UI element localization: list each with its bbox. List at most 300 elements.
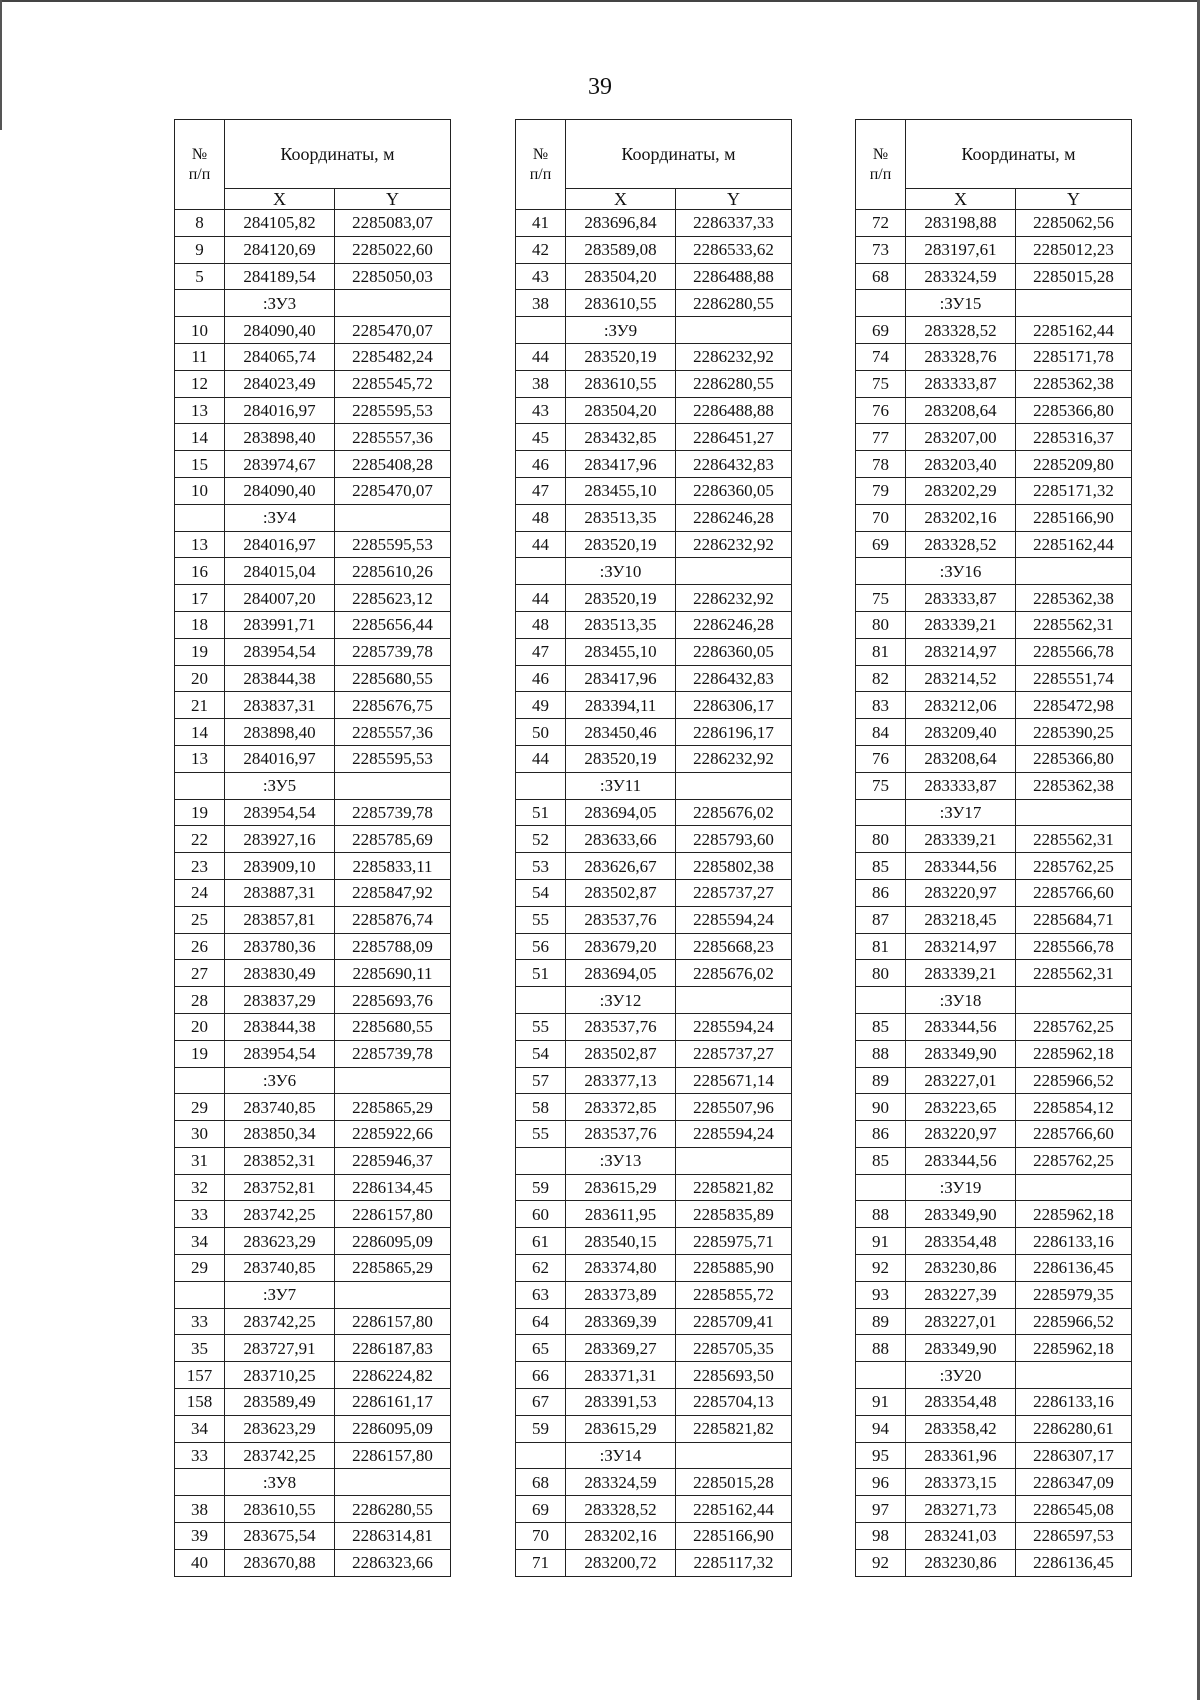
y-coordinate-cell: 2285739,78 xyxy=(335,799,451,826)
y-coordinate-cell: 2285676,02 xyxy=(676,960,792,987)
y-coordinate-cell: 2285766,60 xyxy=(1016,1121,1132,1148)
y-coordinate-cell: 2286157,80 xyxy=(335,1442,451,1469)
header-num-label: № xyxy=(532,145,549,163)
y-coordinate-cell: 2285821,82 xyxy=(676,1174,792,1201)
point-number-cell: 65 xyxy=(516,1335,566,1362)
x-coordinate-cell: 284105,82 xyxy=(225,210,335,237)
x-coordinate-cell: 283339,21 xyxy=(906,611,1016,638)
x-coordinate-cell: 283927,16 xyxy=(225,826,335,853)
header-x: X xyxy=(225,189,335,210)
y-coordinate-cell xyxy=(676,317,792,344)
point-number-cell: 61 xyxy=(516,1228,566,1255)
table-row xyxy=(856,987,1132,1014)
x-coordinate-cell: 283394,11 xyxy=(566,692,676,719)
table-row xyxy=(175,1389,451,1416)
point-number-cell: 63 xyxy=(516,1281,566,1308)
y-coordinate-cell: 2285545,72 xyxy=(335,370,451,397)
header-num xyxy=(175,120,225,210)
point-number-cell: 74 xyxy=(856,343,906,370)
y-coordinate-cell: 2285566,78 xyxy=(1016,638,1132,665)
point-number-cell: 49 xyxy=(516,692,566,719)
y-coordinate-cell: 2286488,88 xyxy=(676,263,792,290)
y-coordinate-cell: 2286360,05 xyxy=(676,477,792,504)
y-coordinate-cell: 2285704,13 xyxy=(676,1389,792,1416)
table-row xyxy=(175,1255,451,1282)
table-row xyxy=(856,531,1132,558)
y-coordinate-cell: 2285885,90 xyxy=(676,1255,792,1282)
header-num xyxy=(516,120,566,210)
table-row xyxy=(856,826,1132,853)
point-number-cell: 56 xyxy=(516,933,566,960)
scan-edge-top xyxy=(0,0,1200,2)
y-coordinate-cell xyxy=(335,504,451,531)
table-row xyxy=(175,317,451,344)
x-coordinate-cell: 283740,85 xyxy=(225,1094,335,1121)
table-row xyxy=(175,1523,451,1550)
x-coordinate-cell: 283504,20 xyxy=(566,263,676,290)
y-coordinate-cell: 2285566,78 xyxy=(1016,933,1132,960)
y-coordinate-cell: 2285507,96 xyxy=(676,1094,792,1121)
y-coordinate-cell: 2285676,75 xyxy=(335,692,451,719)
table-row xyxy=(856,1442,1132,1469)
y-coordinate-cell: 2285762,25 xyxy=(1016,1147,1132,1174)
point-number-cell: 96 xyxy=(856,1469,906,1496)
x-coordinate-cell: 283455,10 xyxy=(566,477,676,504)
x-coordinate-cell: 283974,67 xyxy=(225,451,335,478)
point-number-cell xyxy=(856,987,906,1014)
table-row xyxy=(175,933,451,960)
x-coordinate-cell: 283830,49 xyxy=(225,960,335,987)
table-row xyxy=(516,210,792,237)
point-number-cell: 69 xyxy=(856,317,906,344)
table-row xyxy=(516,1094,792,1121)
point-number-cell: 85 xyxy=(856,1013,906,1040)
point-number-cell: 13 xyxy=(175,531,225,558)
y-coordinate-cell: 2285472,98 xyxy=(1016,692,1132,719)
x-coordinate-cell: 283227,39 xyxy=(906,1281,1016,1308)
x-coordinate-cell: 283354,48 xyxy=(906,1228,1016,1255)
table-row xyxy=(175,692,451,719)
y-coordinate-cell: 2285975,71 xyxy=(676,1228,792,1255)
point-number-cell: 59 xyxy=(516,1174,566,1201)
header-num-label: п/п xyxy=(529,165,552,183)
table-row xyxy=(516,772,792,799)
table-row xyxy=(175,772,451,799)
y-coordinate-cell: 2285962,18 xyxy=(1016,1201,1132,1228)
x-coordinate-cell: 283333,87 xyxy=(906,585,1016,612)
y-coordinate-cell xyxy=(1016,290,1132,317)
y-coordinate-cell: 2286232,92 xyxy=(676,745,792,772)
x-coordinate-cell: 283837,29 xyxy=(225,987,335,1014)
x-coordinate-cell: 283328,52 xyxy=(566,1496,676,1523)
y-coordinate-cell: 2285594,24 xyxy=(676,1013,792,1040)
y-coordinate-cell: 2285551,74 xyxy=(1016,665,1132,692)
table-row xyxy=(856,1255,1132,1282)
point-number-cell: 44 xyxy=(516,343,566,370)
table-row xyxy=(516,1228,792,1255)
point-number-cell: 29 xyxy=(175,1255,225,1282)
y-coordinate-cell: 2285690,11 xyxy=(335,960,451,987)
x-coordinate-cell: 283198,88 xyxy=(906,210,1016,237)
y-coordinate-cell: 2285739,78 xyxy=(335,1040,451,1067)
point-number-cell: 62 xyxy=(516,1255,566,1282)
table-row xyxy=(516,397,792,424)
y-coordinate-cell: 2285821,82 xyxy=(676,1415,792,1442)
table-row xyxy=(175,745,451,772)
point-number-cell: 69 xyxy=(856,531,906,558)
table-row xyxy=(516,585,792,612)
table-row xyxy=(175,1362,451,1389)
point-number-cell xyxy=(856,558,906,585)
table-row xyxy=(856,451,1132,478)
point-number-cell: 11 xyxy=(175,343,225,370)
scan-edge-left xyxy=(0,0,2,130)
x-coordinate-cell: :ЗУ7 xyxy=(225,1281,335,1308)
point-number-cell: 10 xyxy=(175,317,225,344)
header-num-label: № xyxy=(191,145,208,163)
y-coordinate-cell: 2286136,45 xyxy=(1016,1255,1132,1282)
x-coordinate-cell: 283202,16 xyxy=(566,1523,676,1550)
x-coordinate-cell: 283520,19 xyxy=(566,531,676,558)
x-coordinate-cell: :ЗУ18 xyxy=(906,987,1016,1014)
y-coordinate-cell xyxy=(676,558,792,585)
x-coordinate-cell: 283373,15 xyxy=(906,1469,1016,1496)
table-row xyxy=(856,1496,1132,1523)
table-row xyxy=(175,719,451,746)
x-coordinate-cell: 283615,29 xyxy=(566,1415,676,1442)
x-coordinate-cell: :ЗУ13 xyxy=(566,1147,676,1174)
x-coordinate-cell: 283610,55 xyxy=(566,290,676,317)
point-number-cell: 33 xyxy=(175,1442,225,1469)
table-row xyxy=(856,1228,1132,1255)
x-coordinate-cell: 283203,40 xyxy=(906,451,1016,478)
table-row xyxy=(856,772,1132,799)
y-coordinate-cell: 2285680,55 xyxy=(335,665,451,692)
y-coordinate-cell: 2285166,90 xyxy=(1016,504,1132,531)
x-coordinate-cell: 283358,42 xyxy=(906,1415,1016,1442)
x-coordinate-cell: 283589,49 xyxy=(225,1389,335,1416)
x-coordinate-cell: 283694,05 xyxy=(566,799,676,826)
header-coordinates: Координаты, м xyxy=(906,120,1132,189)
y-coordinate-cell: 2286133,16 xyxy=(1016,1228,1132,1255)
x-coordinate-cell: 283333,87 xyxy=(906,772,1016,799)
y-coordinate-cell: 2286095,09 xyxy=(335,1228,451,1255)
x-coordinate-cell: 283513,35 xyxy=(566,611,676,638)
header-y: Y xyxy=(676,189,792,210)
y-coordinate-cell: 2285676,02 xyxy=(676,799,792,826)
y-coordinate-cell: 2286246,28 xyxy=(676,504,792,531)
point-number-cell: 95 xyxy=(856,1442,906,1469)
table-row xyxy=(856,343,1132,370)
x-coordinate-cell: 283991,71 xyxy=(225,611,335,638)
point-number-cell: 44 xyxy=(516,531,566,558)
table-row xyxy=(175,1335,451,1362)
table-row xyxy=(516,1362,792,1389)
y-coordinate-cell: 2285966,52 xyxy=(1016,1308,1132,1335)
table-row xyxy=(516,1121,792,1148)
table-row xyxy=(516,370,792,397)
y-coordinate-cell: 2286323,66 xyxy=(335,1549,451,1576)
table-row xyxy=(175,665,451,692)
y-coordinate-cell: 2285015,28 xyxy=(1016,263,1132,290)
y-coordinate-cell: 2286157,80 xyxy=(335,1308,451,1335)
point-number-cell: 38 xyxy=(516,370,566,397)
x-coordinate-cell: 283349,90 xyxy=(906,1335,1016,1362)
y-coordinate-cell: 2286307,17 xyxy=(1016,1442,1132,1469)
point-number-cell: 75 xyxy=(856,370,906,397)
table-row xyxy=(856,1362,1132,1389)
y-coordinate-cell: 2285766,60 xyxy=(1016,879,1132,906)
point-number-cell: 83 xyxy=(856,692,906,719)
point-number-cell: 90 xyxy=(856,1094,906,1121)
table-row xyxy=(175,1308,451,1335)
point-number-cell: 92 xyxy=(856,1549,906,1576)
y-coordinate-cell: 2285705,35 xyxy=(676,1335,792,1362)
x-coordinate-cell: 283214,97 xyxy=(906,933,1016,960)
table-row xyxy=(856,370,1132,397)
table-row xyxy=(856,1040,1132,1067)
table-row xyxy=(175,1442,451,1469)
y-coordinate-cell: 2286095,09 xyxy=(335,1415,451,1442)
y-coordinate-cell xyxy=(1016,799,1132,826)
table-row xyxy=(856,1201,1132,1228)
table-row xyxy=(175,1121,451,1148)
table-row xyxy=(516,451,792,478)
table-row xyxy=(516,1442,792,1469)
point-number-cell: 80 xyxy=(856,826,906,853)
x-coordinate-cell: 283610,55 xyxy=(566,370,676,397)
x-coordinate-cell: 283850,34 xyxy=(225,1121,335,1148)
x-coordinate-cell: 284023,49 xyxy=(225,370,335,397)
y-coordinate-cell: 2285362,38 xyxy=(1016,585,1132,612)
table-row xyxy=(856,397,1132,424)
y-coordinate-cell: 2285668,23 xyxy=(676,933,792,960)
y-coordinate-cell: 2285610,26 xyxy=(335,558,451,585)
point-number-cell: 34 xyxy=(175,1228,225,1255)
x-coordinate-cell: 283623,29 xyxy=(225,1415,335,1442)
y-coordinate-cell: 2286224,82 xyxy=(335,1362,451,1389)
x-coordinate-cell: 283220,97 xyxy=(906,879,1016,906)
y-coordinate-cell: 2286451,27 xyxy=(676,424,792,451)
x-coordinate-cell: 283611,95 xyxy=(566,1201,676,1228)
table-row xyxy=(175,1415,451,1442)
y-coordinate-cell: 2285171,32 xyxy=(1016,477,1132,504)
point-number-cell: 64 xyxy=(516,1308,566,1335)
y-coordinate-cell: 2285788,09 xyxy=(335,933,451,960)
table-row xyxy=(516,1469,792,1496)
table-row xyxy=(516,531,792,558)
y-coordinate-cell: 2285865,29 xyxy=(335,1094,451,1121)
x-coordinate-cell: 283328,52 xyxy=(906,317,1016,344)
table-row xyxy=(516,1174,792,1201)
table-row xyxy=(175,290,451,317)
table-row xyxy=(856,558,1132,585)
y-coordinate-cell xyxy=(676,1147,792,1174)
point-number-cell: 13 xyxy=(175,745,225,772)
header-num-label: № xyxy=(872,145,889,163)
table-row xyxy=(516,424,792,451)
point-number-cell: 22 xyxy=(175,826,225,853)
y-coordinate-cell: 2286280,55 xyxy=(676,290,792,317)
point-number-cell xyxy=(856,1362,906,1389)
x-coordinate-cell: 283344,56 xyxy=(906,1013,1016,1040)
y-coordinate-cell: 2286136,45 xyxy=(1016,1549,1132,1576)
x-coordinate-cell: :ЗУ20 xyxy=(906,1362,1016,1389)
y-coordinate-cell: 2286232,92 xyxy=(676,531,792,558)
y-coordinate-cell: 2286306,17 xyxy=(676,692,792,719)
point-number-cell: 43 xyxy=(516,397,566,424)
table-row xyxy=(856,236,1132,263)
x-coordinate-cell: 283857,81 xyxy=(225,906,335,933)
x-coordinate-cell: :ЗУ15 xyxy=(906,290,1016,317)
x-coordinate-cell: 283537,76 xyxy=(566,1013,676,1040)
point-number-cell xyxy=(856,290,906,317)
point-number-cell: 52 xyxy=(516,826,566,853)
x-coordinate-cell: 283679,20 xyxy=(566,933,676,960)
y-coordinate-cell: 2286232,92 xyxy=(676,343,792,370)
x-coordinate-cell: 283520,19 xyxy=(566,745,676,772)
y-coordinate-cell: 2285209,80 xyxy=(1016,451,1132,478)
table-row xyxy=(516,1308,792,1335)
coordinates-table-2 xyxy=(515,119,792,1577)
table-row xyxy=(856,585,1132,612)
point-number-cell: 92 xyxy=(856,1255,906,1282)
table-row xyxy=(175,236,451,263)
table-row xyxy=(175,504,451,531)
y-coordinate-cell: 2285762,25 xyxy=(1016,1013,1132,1040)
point-number-cell: 70 xyxy=(856,504,906,531)
y-coordinate-cell: 2285946,37 xyxy=(335,1147,451,1174)
x-coordinate-cell: 283328,76 xyxy=(906,343,1016,370)
table-row xyxy=(856,933,1132,960)
x-coordinate-cell: 284090,40 xyxy=(225,477,335,504)
x-coordinate-cell: 283537,76 xyxy=(566,906,676,933)
point-number-cell: 76 xyxy=(856,745,906,772)
point-number-cell xyxy=(516,1147,566,1174)
table-row xyxy=(175,638,451,665)
y-coordinate-cell: 2285737,27 xyxy=(676,879,792,906)
point-number-cell: 91 xyxy=(856,1228,906,1255)
y-coordinate-cell: 2285390,25 xyxy=(1016,719,1132,746)
y-coordinate-cell: 2285162,44 xyxy=(676,1496,792,1523)
point-number-cell: 38 xyxy=(175,1496,225,1523)
y-coordinate-cell: 2286157,80 xyxy=(335,1201,451,1228)
y-coordinate-cell: 2286280,61 xyxy=(1016,1415,1132,1442)
point-number-cell: 81 xyxy=(856,933,906,960)
x-coordinate-cell: 283520,19 xyxy=(566,585,676,612)
table-row xyxy=(516,960,792,987)
table-row xyxy=(856,1549,1132,1576)
table-row xyxy=(175,210,451,237)
page-number: 39 xyxy=(588,74,612,100)
x-coordinate-cell: 283626,67 xyxy=(566,853,676,880)
point-number-cell: 67 xyxy=(516,1389,566,1416)
y-coordinate-cell: 2285876,74 xyxy=(335,906,451,933)
point-number-cell: 48 xyxy=(516,504,566,531)
point-number-cell: 25 xyxy=(175,906,225,933)
y-coordinate-cell: 2285785,69 xyxy=(335,826,451,853)
x-coordinate-cell: 283752,81 xyxy=(225,1174,335,1201)
table-row xyxy=(175,263,451,290)
point-number-cell xyxy=(175,1281,225,1308)
y-coordinate-cell: 2286246,28 xyxy=(676,611,792,638)
point-number-cell: 85 xyxy=(856,1147,906,1174)
point-number-cell: 75 xyxy=(856,585,906,612)
table-row xyxy=(516,799,792,826)
header-num-label: п/п xyxy=(869,165,892,183)
point-number-cell: 14 xyxy=(175,719,225,746)
table-row xyxy=(856,1281,1132,1308)
point-number-cell: 17 xyxy=(175,585,225,612)
table-row xyxy=(516,987,792,1014)
point-number-cell: 19 xyxy=(175,1040,225,1067)
point-number-cell: 20 xyxy=(175,665,225,692)
x-coordinate-cell: 283727,91 xyxy=(225,1335,335,1362)
table-row xyxy=(516,638,792,665)
point-number-cell: 27 xyxy=(175,960,225,987)
table-row xyxy=(175,1040,451,1067)
table-row xyxy=(175,1094,451,1121)
point-number-cell: 13 xyxy=(175,397,225,424)
point-number-cell: 33 xyxy=(175,1308,225,1335)
table-row xyxy=(175,477,451,504)
point-number-cell: 55 xyxy=(516,1121,566,1148)
point-number-cell: 73 xyxy=(856,236,906,263)
y-coordinate-cell: 2285050,03 xyxy=(335,263,451,290)
point-number-cell: 48 xyxy=(516,611,566,638)
x-coordinate-cell: 283740,85 xyxy=(225,1255,335,1282)
point-number-cell: 33 xyxy=(175,1201,225,1228)
table-row xyxy=(175,451,451,478)
table-row xyxy=(856,719,1132,746)
point-number-cell: 75 xyxy=(856,772,906,799)
y-coordinate-cell: 2285470,07 xyxy=(335,477,451,504)
point-number-cell: 81 xyxy=(856,638,906,665)
x-coordinate-cell: 284090,40 xyxy=(225,317,335,344)
y-coordinate-cell: 2285557,36 xyxy=(335,719,451,746)
y-coordinate-cell xyxy=(1016,987,1132,1014)
table-row xyxy=(856,611,1132,638)
x-coordinate-cell: 283710,25 xyxy=(225,1362,335,1389)
table-row xyxy=(856,1094,1132,1121)
point-number-cell: 23 xyxy=(175,853,225,880)
y-coordinate-cell: 2285595,53 xyxy=(335,397,451,424)
x-coordinate-cell: :ЗУ8 xyxy=(225,1469,335,1496)
x-coordinate-cell: 283220,97 xyxy=(906,1121,1016,1148)
x-coordinate-cell: 283208,64 xyxy=(906,745,1016,772)
table-row xyxy=(175,1549,451,1576)
table-row xyxy=(856,799,1132,826)
table-row xyxy=(516,745,792,772)
table-row xyxy=(516,504,792,531)
point-number-cell: 54 xyxy=(516,1040,566,1067)
x-coordinate-cell: :ЗУ19 xyxy=(906,1174,1016,1201)
point-number-cell: 66 xyxy=(516,1362,566,1389)
table-row xyxy=(516,665,792,692)
point-number-cell xyxy=(175,772,225,799)
x-coordinate-cell: 283374,80 xyxy=(566,1255,676,1282)
x-coordinate-cell: :ЗУ9 xyxy=(566,317,676,344)
table-row xyxy=(856,1174,1132,1201)
table-row xyxy=(516,290,792,317)
point-number-cell: 8 xyxy=(175,210,225,237)
table-row xyxy=(516,343,792,370)
x-coordinate-cell: 283844,38 xyxy=(225,665,335,692)
x-coordinate-cell: 284065,74 xyxy=(225,343,335,370)
y-coordinate-cell: 2285562,31 xyxy=(1016,826,1132,853)
table-row xyxy=(516,879,792,906)
point-number-cell: 68 xyxy=(516,1469,566,1496)
